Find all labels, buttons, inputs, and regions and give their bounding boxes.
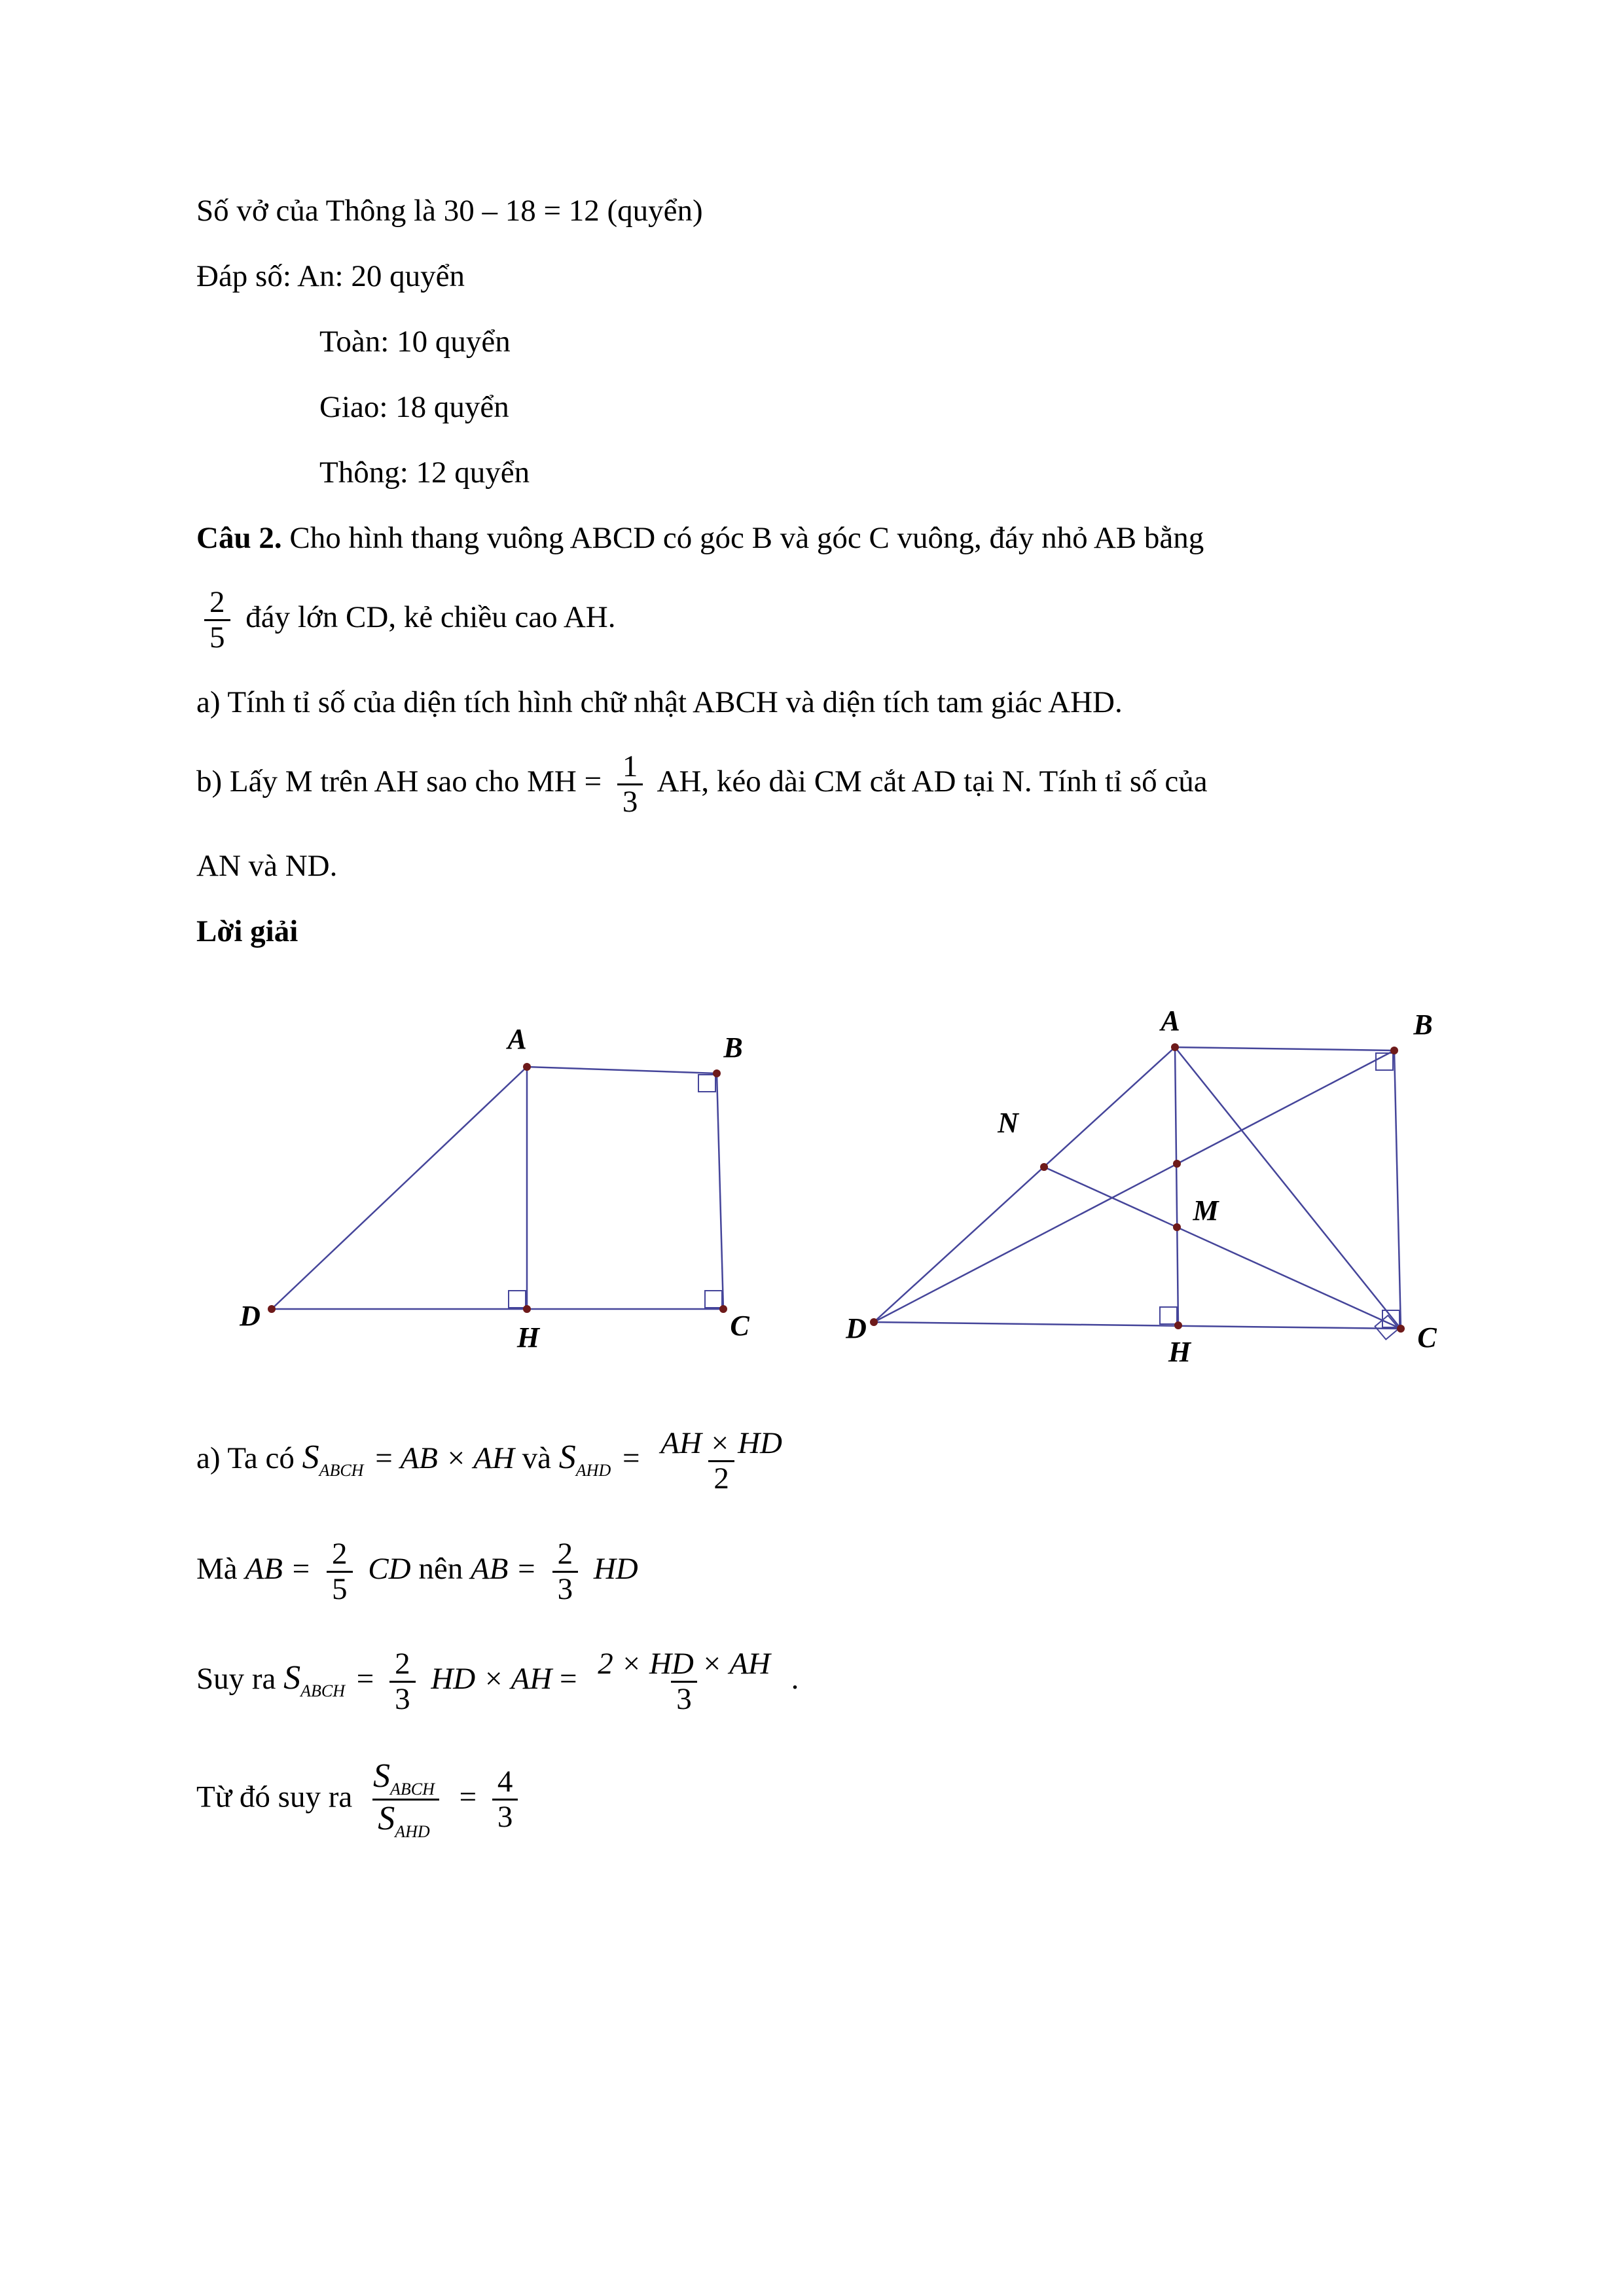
item-b-cont: AN và ND. <box>196 849 338 884</box>
paragraph-dap-so <box>196 259 1467 294</box>
figure1-label-c: C <box>730 1310 749 1342</box>
figure1-label-d: D <box>240 1300 261 1333</box>
figure-trapezoid-with-m-n <box>844 1001 1460 1381</box>
fraction-two-fifths <box>204 586 230 655</box>
fraction-denominator: 2 <box>708 1460 734 1496</box>
answer-label: Đáp số: <box>196 259 291 294</box>
figure1-label-a: A <box>507 1023 527 1056</box>
paragraph-cau2-fraction-line <box>196 586 1467 655</box>
fraction-denominator: 3 <box>492 1799 518 1834</box>
expression: HD × AH <box>431 1662 552 1696</box>
expression: CD <box>368 1551 411 1586</box>
fraction-numerator: 2 <box>332 1536 348 1571</box>
equals-sign: = <box>459 1780 477 1814</box>
solution-line-c <box>196 1647 1467 1716</box>
paragraph-item-b-cont <box>196 848 1467 884</box>
solution-heading-text: Lời giải <box>196 914 298 949</box>
fraction <box>492 1765 518 1834</box>
fraction <box>389 1647 416 1716</box>
fraction-numerator: AH × HD <box>660 1426 782 1461</box>
fraction <box>592 1647 776 1716</box>
answer-an: An: 20 quyển <box>297 259 465 294</box>
answer-thong: Thông: 12 quyển <box>319 456 530 490</box>
area-subscript: ABCH <box>319 1461 364 1480</box>
figure2-label-c: C <box>1417 1321 1437 1354</box>
area-subscript: AHD <box>395 1822 430 1841</box>
area-subscript: ABCH <box>390 1779 435 1799</box>
text: Số vở của Thông là 30 – 18 = 12 (quyển) <box>196 194 703 228</box>
fraction <box>327 1537 353 1606</box>
solution-d-pre: Từ đó suy ra <box>196 1780 353 1814</box>
question-text: Cho hình thang vuông ABCD có góc B và góc C vuông, đáy nhỏ AB bằng <box>289 521 1204 556</box>
figure2-edges <box>874 1047 1401 1329</box>
expression: HD <box>593 1551 638 1586</box>
area-symbol: S <box>283 1659 301 1697</box>
figure1-right-angle-marks <box>509 1075 722 1308</box>
fraction-numerator: 2 <box>395 1647 410 1681</box>
fraction-numerator <box>368 1758 444 1799</box>
fraction-denominator <box>372 1799 439 1841</box>
fraction-numerator: 2 <box>209 585 225 620</box>
paragraph-answer-toan <box>319 324 1467 359</box>
area-symbol: S <box>302 1439 319 1477</box>
figure2-label-b: B <box>1413 1009 1433 1041</box>
expression: AB = <box>470 1551 537 1586</box>
fraction-one-third <box>617 750 643 819</box>
figure2-label-h: H <box>1168 1336 1191 1369</box>
figure1-label-b: B <box>723 1031 743 1064</box>
fraction <box>655 1427 787 1496</box>
solution-line-a <box>196 1427 1467 1496</box>
fraction-numerator: 4 <box>497 1765 513 1799</box>
solution-line-b <box>196 1537 1467 1606</box>
paragraph-item-a <box>196 685 1467 720</box>
period: . <box>791 1662 799 1696</box>
area-symbol: S <box>378 1800 395 1837</box>
area-subscript: ABCH <box>300 1681 346 1701</box>
solution-c-pre: Suy ra <box>196 1662 276 1696</box>
equals-sign: = <box>622 1441 640 1476</box>
item-b-post: AH, kéo dài CM cắt AD tại N. Tính tỉ số của <box>657 764 1208 798</box>
equals-sign: = <box>356 1662 374 1696</box>
question-text-cont: đáy lớn CD, kẻ chiều cao AH. <box>245 600 616 635</box>
paragraph-answer-giao <box>319 389 1467 425</box>
figure-trapezoid-abcd <box>236 1001 772 1368</box>
figure1-vertex-dots <box>268 1063 727 1313</box>
figure1-edges <box>272 1067 723 1309</box>
fraction-denominator: 3 <box>617 783 643 819</box>
paragraph-cau2 <box>196 520 1467 556</box>
expression: AB × AH <box>400 1441 514 1476</box>
fraction-denominator: 3 <box>389 1681 416 1716</box>
fraction-denominator: 5 <box>327 1571 353 1606</box>
fraction-denominator: 3 <box>552 1571 579 1606</box>
conjunction: nên <box>418 1551 463 1586</box>
fraction-of-areas <box>368 1758 444 1841</box>
solution-heading <box>196 914 1467 949</box>
figure2-label-a: A <box>1161 1005 1180 1037</box>
item-a-text: a) Tính tỉ số của diện tích hình chữ nhật ABCH và diện tích tam giác AHD. <box>196 685 1123 719</box>
fraction <box>552 1537 579 1606</box>
fraction-numerator: 2 × HD × AH <box>598 1647 770 1681</box>
figure1-label-h: H <box>516 1321 540 1354</box>
equals-sign: = <box>375 1441 393 1476</box>
paragraph-item-b <box>196 750 1467 819</box>
question-number: Câu 2. <box>196 521 282 556</box>
area-subscript: AHD <box>575 1461 611 1480</box>
conjunction: và <box>522 1441 552 1476</box>
fraction-numerator: 2 <box>557 1536 573 1571</box>
answer-toan: Toàn: 10 quyển <box>319 325 511 359</box>
fraction-denominator: 5 <box>204 619 230 655</box>
solution-a-pre: a) Ta có <box>196 1441 295 1476</box>
expression: AB = <box>245 1551 312 1586</box>
fraction-numerator: 1 <box>622 749 638 783</box>
item-b-pre: b) Lấy M trên AH sao cho MH = <box>196 764 602 798</box>
paragraph-answer-thong <box>319 455 1467 490</box>
solution-b-pre: Mà <box>196 1551 238 1586</box>
paragraph-thong-count <box>196 193 1467 228</box>
figures-row <box>236 1001 1467 1381</box>
equals-sign: = <box>559 1662 577 1696</box>
figure2-label-m: M <box>1193 1194 1219 1227</box>
area-symbol: S <box>558 1439 576 1477</box>
answer-giao: Giao: 18 quyển <box>319 390 509 425</box>
solution-line-d <box>196 1758 1467 1841</box>
fraction-denominator: 3 <box>671 1681 697 1716</box>
figure2-label-d: D <box>846 1312 867 1345</box>
figure2-label-n: N <box>998 1107 1019 1139</box>
area-symbol: S <box>373 1757 390 1795</box>
